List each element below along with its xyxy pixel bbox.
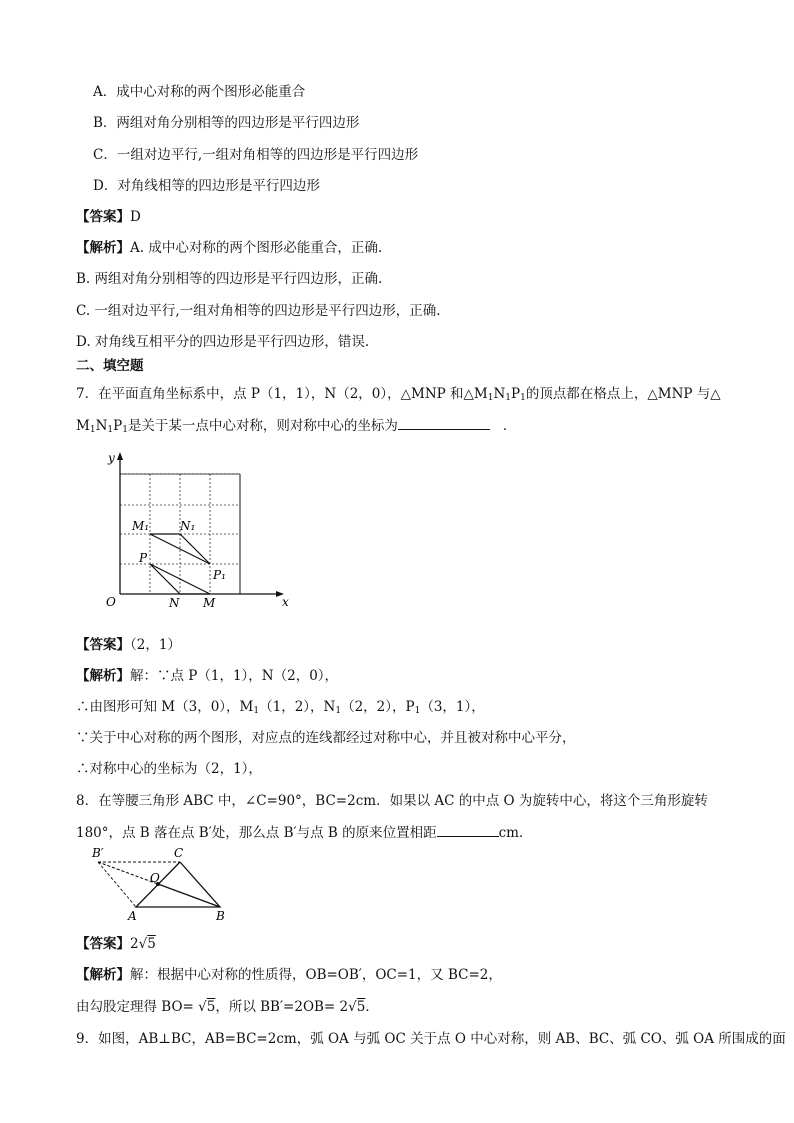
point-n-label: N: [169, 596, 180, 610]
analysis-text: （2，2），P: [341, 699, 415, 715]
q8-answer: [76, 935, 156, 953]
analysis-tag: 【解析】: [76, 668, 130, 684]
analysis-text: ．: [365, 999, 379, 1015]
point-b-prime-label: B′: [92, 846, 104, 860]
answer-tag: 【答案】: [76, 637, 130, 653]
q7-stem-text-b: 的顶点都在格点上，△MNP 与△: [525, 386, 721, 402]
point-p-label: P: [139, 551, 148, 565]
q6-analysis-line-3: C. 一组对边平行,一组对角相等的四边形是平行四边形，正确.: [76, 303, 441, 319]
q9-stem-line-1: 9．如图，AB⊥BC，AB=BC=2cm，弧 OA 与弧 OC 关于点 O 中心对称，则 AB、BC、弧 CO、弧 OA 所围成的面: [76, 1031, 786, 1047]
q8-stem-text: 180°，点 B 落在点 B′处，那么点 B′与点 B 的原来位置相距: [76, 825, 437, 841]
point-a-label: A: [128, 909, 137, 923]
answer-tag: 【答案】: [76, 936, 130, 952]
y-axis-label: y: [108, 451, 115, 465]
point-n1-label: N₁: [180, 519, 196, 533]
q6-option-a: A．成中心对称的两个图形必能重合: [93, 84, 306, 100]
sqrt-symbol: √: [348, 999, 357, 1015]
analysis-text: 解：根据中心对称的性质得，OB=OB′，OC=1，又 BC=2，: [130, 967, 502, 983]
q7-answer-blank: [398, 416, 490, 430]
q7-stem-text-c: 是关于某一点中心对称，则对称中心的坐标为: [127, 418, 398, 434]
x-axis-label: x: [282, 595, 289, 609]
q8-stem-line-1: 8．在等腰三角形 ABC 中，∠C=90°，BC=2cm．如果以 AC 的中点 O 为旋转中心，将这个三角形旋转: [76, 793, 708, 809]
analysis-text: （1，2），N: [259, 699, 336, 715]
q7-analysis-line-3: ∵关于中心对称的两个图形，对应点的连线都经过对称中心，并且被对称中心平分，: [76, 730, 576, 746]
q6-option-b: B．两组对角分别相等的四边形是平行四边形: [93, 115, 360, 131]
q7-analysis-line-1: [76, 667, 338, 685]
answer-value: （2，1）: [130, 637, 181, 653]
analysis-text: 由勾股定理得 BO=: [76, 999, 194, 1015]
point-m1-label: M₁: [132, 519, 150, 533]
q7-answer: [76, 636, 181, 654]
sqrt-symbol: √: [198, 999, 207, 1015]
point-o-label: O: [150, 871, 160, 885]
point-p1-label: P₁: [213, 568, 226, 582]
q8-analysis-line-1: [76, 966, 502, 984]
analysis-text: A. 成中心对称的两个图形必能重合，正确.: [130, 240, 383, 256]
q7-grid-figure: [100, 448, 300, 613]
q6-analysis-line-2: B. 两组对角分别相等的四边形是平行四边形，正确.: [76, 271, 383, 287]
point-b-label: B: [216, 909, 225, 923]
section-title: 二、填空题: [76, 358, 144, 374]
analysis-text: ，所以 BB′=2OB=: [215, 999, 336, 1015]
q8-answer-blank: [437, 823, 499, 837]
analysis-text: 解：∵点 P（1，1），N（2，0），: [130, 668, 339, 684]
q7-stem-line-2: $M_1N_1P_1$是关于某一点中心对称，则对称中心的坐标为 ．: [76, 418, 517, 435]
answer-value: D: [130, 209, 141, 225]
radicand: 5: [206, 999, 216, 1015]
analysis-tag: 【解析】: [76, 240, 130, 256]
answer-coefficient: 2: [130, 936, 139, 952]
analysis-text: （3，1），: [420, 699, 485, 715]
q8-analysis-line-2: [76, 998, 379, 1016]
q6-option-d: D．对角线相等的四边形是平行四边形: [93, 178, 320, 194]
analysis-tag: 【解析】: [76, 967, 130, 983]
q7-stem-text: 7．在平面直角坐标系中，点 P（1，1），N（2，0），△MNP 和△: [76, 386, 474, 402]
sqrt-symbol: √: [138, 936, 148, 952]
coefficient: 2: [339, 999, 349, 1015]
q6-analysis-line-1: [76, 239, 382, 257]
q8-stem-line-2: [76, 823, 532, 842]
q7-stem-line-1: 7．在平面直角坐标系中，点 P（1，1），N（2，0），△MNP 和$\triangle M_1N_1P_1$的顶点都在格点上，△MNP 与△: [76, 386, 721, 403]
point-c-label: C: [174, 846, 184, 860]
origin-label: O: [106, 595, 116, 609]
answer-radicand: 5: [147, 936, 156, 952]
q6-answer: [76, 208, 141, 226]
radicand: 5: [356, 999, 366, 1015]
point-m-label: M: [203, 596, 216, 610]
q7-analysis-line-2: ∴由图形可知 M（3，0），$M_1(1$，2），$N_1(2$，2），$P_1(3$，1），: [76, 699, 485, 716]
q6-analysis-line-4: D. 对角线互相平分的四边形是平行四边形，错误.: [76, 334, 370, 350]
analysis-text: ∴由图形可知 M（3，0），M: [76, 699, 254, 715]
answer-tag: 【答案】: [76, 209, 130, 225]
q7-stem-end: ．: [502, 418, 517, 434]
q8-stem-end: cm．: [498, 825, 533, 841]
q8-triangle-figure: [88, 846, 238, 924]
q6-option-c: C．一组对边平行,一组对角相等的四边形是平行四边形: [93, 147, 419, 163]
q7-analysis-line-4: ∴对称中心的坐标为（2，1），: [76, 761, 262, 777]
